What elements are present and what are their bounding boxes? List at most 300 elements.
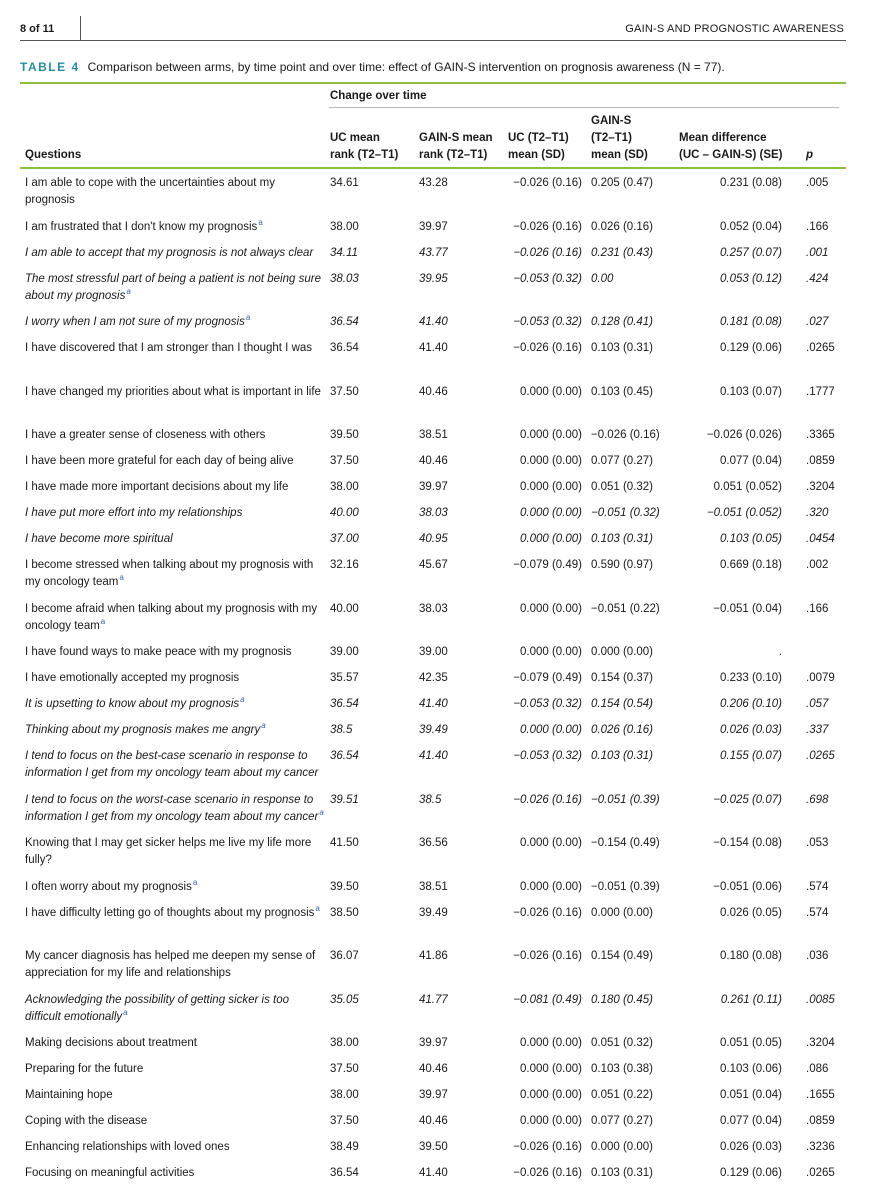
uc-mean-rank-cell: 36.07 <box>330 950 359 962</box>
gain-mean-rank-cell: 40.46 <box>419 455 448 467</box>
table-row <box>0 378 876 422</box>
uc-mean-rank-cell: 37.00 <box>330 533 359 545</box>
gain-mean-sd-cell: 0.000 (0.00) <box>591 646 654 658</box>
question-text: I am able to cope with the uncertainties about my prognosis <box>25 177 275 206</box>
gain-mean-sd-cell: 0.077 (0.27) <box>591 1115 654 1127</box>
uc-mean-rank-cell: 34.11 <box>330 246 358 259</box>
p-value-cell: .3204 <box>806 481 835 493</box>
question-cell <box>25 1165 325 1182</box>
question-cell <box>25 453 325 470</box>
mean-difference-cell: −0.154 (0.08) <box>713 837 782 849</box>
uc-mean-sd-cell: 0.000 (0.00) <box>519 429 582 441</box>
question-cell <box>25 271 325 305</box>
table-row <box>0 595 876 639</box>
mean-difference-cell: 0.129 (0.06) <box>719 342 782 354</box>
uc-mean-rank-cell: 37.50 <box>330 385 359 398</box>
gain-mean-sd-cell: 0.00 <box>591 272 614 285</box>
gain-mean-rank-cell: 41.77 <box>419 993 448 1006</box>
p-value-cell: .0265 <box>806 750 835 762</box>
gain-mean-rank-cell: 40.46 <box>419 385 448 398</box>
header-line: rank (T2–T1) <box>330 149 399 161</box>
gain-mean-rank-cell: 36.56 <box>419 837 448 849</box>
gain-mean-sd-cell: 0.103 (0.31) <box>591 533 654 545</box>
mean-difference-cell: 0.026 (0.03) <box>719 1141 782 1153</box>
uc-mean-rank-cell: 38.03 <box>330 272 359 285</box>
header-p: p <box>806 149 814 161</box>
gain-mean-rank-cell: 38.5 <box>419 793 442 806</box>
gain-mean-rank-cell: 38.51 <box>419 429 448 441</box>
gain-mean-rank-cell: 39.97 <box>419 481 448 493</box>
mean-difference-cell: 0.103 (0.05) <box>719 533 782 545</box>
mean-difference-cell: −0.051 (0.04) <box>713 602 782 615</box>
question-text: I have put more effort into my relationships <box>25 507 243 519</box>
header-separator <box>80 16 81 40</box>
header-line: rank (T2–T1) <box>419 149 488 161</box>
uc-mean-rank-cell: 38.00 <box>330 220 359 233</box>
p-value-cell: .002 <box>806 559 829 571</box>
table-row <box>0 308 876 334</box>
mean-difference-cell: 0.257 (0.07) <box>719 246 782 259</box>
gain-mean-sd-cell: 0.077 (0.27) <box>591 455 654 467</box>
question-text: I have changed my priorities about what is important in life <box>25 385 321 398</box>
gain-mean-rank-cell: 40.46 <box>419 1115 448 1127</box>
uc-mean-rank-cell: 35.57 <box>330 672 359 684</box>
uc-mean-rank-cell: 40.00 <box>330 507 359 519</box>
gain-mean-sd-cell: −0.051 (0.22) <box>591 602 660 615</box>
mean-difference-cell: 0.103 (0.07) <box>719 385 782 398</box>
question-cell <box>25 644 325 661</box>
uc-mean-sd-cell: −0.026 (0.16) <box>513 793 582 806</box>
header-questions: Questions <box>25 149 82 161</box>
group-header-rule <box>329 107 839 108</box>
footnote-marker: a <box>261 721 266 731</box>
uc-mean-sd-cell: 0.000 (0.00) <box>519 880 582 893</box>
gain-mean-sd-cell: 0.000 (0.00) <box>591 906 654 919</box>
question-cell <box>25 1113 325 1130</box>
uc-mean-rank-cell: 38.00 <box>330 1037 359 1049</box>
uc-mean-rank-cell: 38.5 <box>330 724 353 736</box>
table-row <box>0 829 876 873</box>
question-cell <box>25 340 325 357</box>
mean-difference-cell: 0.261 (0.11) <box>720 993 782 1006</box>
question-text: I have made more important decisions about my life <box>25 481 289 493</box>
p-value-cell: .320 <box>806 507 829 519</box>
table-row <box>0 525 876 551</box>
question-text: I tend to focus on the worst-case scenario in response to information I get from my oncology team about my cancer <box>25 793 319 823</box>
gain-mean-sd-cell: 0.154 (0.49) <box>591 950 654 962</box>
gain-mean-sd-cell: 0.051 (0.32) <box>591 481 654 493</box>
gain-mean-sd-cell: −0.051 (0.39) <box>591 880 660 893</box>
question-cell <box>25 314 325 331</box>
question-cell <box>25 175 325 209</box>
table-row <box>0 942 876 986</box>
gain-mean-rank-cell: 40.95 <box>419 533 448 545</box>
question-text: I have difficulty letting go of thoughts about my prognosis <box>25 906 315 919</box>
table-row <box>0 1133 876 1159</box>
table-row <box>0 1081 876 1107</box>
table-label: TABLE 4 <box>20 60 80 74</box>
gain-mean-sd-cell: 0.205 (0.47) <box>591 177 654 189</box>
table-caption <box>20 60 846 74</box>
p-value-cell: .166 <box>806 602 829 615</box>
table-row <box>0 1055 876 1081</box>
uc-mean-rank-cell: 36.54 <box>330 316 359 328</box>
header-line: GAIN-S <box>591 115 632 127</box>
question-text: Making decisions about treatment <box>25 1037 197 1049</box>
question-text: I have found ways to make peace with my prognosis <box>25 646 292 658</box>
header-gain-mean-rank <box>419 130 493 164</box>
question-cell <box>25 557 325 591</box>
mean-difference-cell: 0.052 (0.04) <box>719 220 782 233</box>
header-line: (UC – GAIN-S) (SE) <box>679 149 783 161</box>
gain-mean-rank-cell: 40.46 <box>419 1063 448 1075</box>
p-value-cell: .0265 <box>806 342 835 354</box>
p-value-cell: .0079 <box>806 672 835 684</box>
header-line: GAIN-S mean <box>419 132 493 144</box>
gain-mean-sd-cell: 0.000 (0.00) <box>591 1141 654 1153</box>
footnote-marker: a <box>192 877 198 887</box>
p-value-cell: .574 <box>806 906 829 919</box>
footnote-marker: a <box>315 903 320 913</box>
question-text: I tend to focus on the best-case scenario in response to information I get from my oncology team about my cancer <box>25 750 319 779</box>
uc-mean-sd-cell: −0.079 (0.49) <box>513 559 582 571</box>
mean-difference-cell: 0.026 (0.03) <box>719 724 782 736</box>
gain-mean-rank-cell: 41.40 <box>419 342 448 354</box>
uc-mean-sd-cell: 0.000 (0.00) <box>519 507 582 519</box>
uc-mean-rank-cell: 38.50 <box>330 906 359 919</box>
question-text: I have become more spiritual <box>25 533 173 545</box>
gain-mean-sd-cell: −0.026 (0.16) <box>591 429 660 441</box>
footnote-marker: a <box>240 695 245 705</box>
uc-mean-sd-cell: −0.053 (0.32) <box>513 698 582 710</box>
uc-mean-sd-cell: −0.053 (0.32) <box>513 750 582 762</box>
mean-difference-cell: 0.077 (0.04) <box>719 455 782 467</box>
question-cell <box>25 905 325 922</box>
table-row <box>0 690 876 716</box>
header-mean-difference <box>679 130 783 164</box>
footnote-marker: a <box>126 286 131 296</box>
uc-mean-sd-cell: −0.053 (0.32) <box>513 316 582 328</box>
header-gain-mean-sd <box>591 113 648 164</box>
uc-mean-sd-cell: −0.026 (0.16) <box>513 950 582 962</box>
header-line: Mean difference <box>679 132 767 144</box>
uc-mean-sd-cell: 0.000 (0.00) <box>519 385 582 398</box>
p-value-cell: .0859 <box>806 1115 835 1127</box>
gain-mean-rank-cell: 43.28 <box>419 177 448 189</box>
mean-difference-cell: 0.051 (0.052) <box>713 481 782 493</box>
p-value-cell: .0454 <box>806 533 835 545</box>
p-value-cell: .698 <box>806 793 829 806</box>
mean-difference-cell: 0.233 (0.10) <box>719 672 782 684</box>
p-value-cell: .057 <box>806 698 829 710</box>
uc-mean-sd-cell: −0.026 (0.16) <box>513 1141 582 1153</box>
p-value-cell: .036 <box>806 950 829 962</box>
gain-mean-rank-cell: 43.77 <box>419 246 448 259</box>
uc-mean-sd-cell: 0.000 (0.00) <box>519 724 582 736</box>
page-number: 8 of 11 <box>20 23 55 35</box>
uc-mean-rank-cell: 39.50 <box>330 880 359 893</box>
uc-mean-sd-cell: 0.000 (0.00) <box>519 1115 582 1127</box>
p-value-cell: .337 <box>806 724 829 736</box>
uc-mean-rank-cell: 35.05 <box>330 993 359 1006</box>
gain-mean-rank-cell: 41.40 <box>419 750 448 762</box>
gain-mean-sd-cell: 0.103 (0.31) <box>591 1167 654 1179</box>
question-cell <box>25 479 325 496</box>
table-body <box>0 169 876 1185</box>
question-cell <box>25 427 325 444</box>
header-line: UC mean <box>330 132 380 144</box>
uc-mean-sd-cell: 0.000 (0.00) <box>519 837 582 849</box>
uc-mean-sd-cell: −0.026 (0.16) <box>513 1167 582 1179</box>
question-cell <box>25 531 325 548</box>
table-row <box>0 499 876 525</box>
question-text: I have emotionally accepted my prognosis <box>25 672 240 684</box>
table-row <box>0 334 876 378</box>
footnote-marker: a <box>319 807 324 817</box>
footnote-marker: a <box>119 573 124 583</box>
mean-difference-cell: 0.053 (0.12) <box>719 272 782 285</box>
gain-mean-sd-cell: −0.154 (0.49) <box>591 837 660 849</box>
gain-mean-sd-cell: −0.051 (0.39) <box>591 793 660 806</box>
p-value-cell: .0265 <box>806 1167 835 1179</box>
question-text: I am able to accept that my prognosis is not always clear <box>25 246 314 259</box>
table-row <box>0 421 876 447</box>
gain-mean-sd-cell: 0.026 (0.16) <box>591 220 654 233</box>
p-value-cell: .005 <box>806 177 829 189</box>
footnote-marker: a <box>258 217 263 227</box>
question-cell <box>25 1139 325 1156</box>
table-row <box>0 447 876 473</box>
gain-mean-rank-cell: 39.97 <box>419 1037 448 1049</box>
mean-difference-cell: 0.103 (0.06) <box>719 1063 782 1075</box>
mean-difference-cell: 0.206 (0.10) <box>719 698 782 710</box>
table-row <box>0 873 876 899</box>
p-value-cell: .1655 <box>806 1089 835 1101</box>
p-value-cell: .166 <box>806 220 829 233</box>
table-row <box>0 473 876 499</box>
uc-mean-sd-cell: −0.026 (0.16) <box>513 342 582 354</box>
mean-difference-cell: 0.180 (0.08) <box>719 950 782 962</box>
question-text: My cancer diagnosis has helped me deepen my sense of appreciation for my life and relationships <box>25 950 316 979</box>
question-text: I worry when I am not sure of my prognosis <box>25 316 245 328</box>
p-value-cell: .027 <box>806 316 829 328</box>
gain-mean-sd-cell: 0.051 (0.22) <box>591 1089 654 1101</box>
mean-difference-cell: −0.051 (0.06) <box>713 880 782 893</box>
table-row <box>0 716 876 742</box>
mean-difference-cell: 0.077 (0.04) <box>719 1115 782 1127</box>
uc-mean-rank-cell: 36.54 <box>330 342 359 354</box>
mean-difference-cell: 0.669 (0.18) <box>719 559 782 571</box>
uc-mean-rank-cell: 36.54 <box>330 750 359 762</box>
gain-mean-rank-cell: 39.95 <box>419 272 448 285</box>
gain-mean-sd-cell: 0.103 (0.38) <box>591 1063 654 1075</box>
header-uc-mean-sd <box>508 130 569 164</box>
question-text: I often worry about my prognosis <box>25 880 192 893</box>
question-cell <box>25 992 325 1026</box>
question-cell <box>25 835 325 869</box>
uc-mean-rank-cell: 39.51 <box>330 793 359 806</box>
question-cell <box>25 384 325 401</box>
table-row <box>0 638 876 664</box>
header-line: mean (SD) <box>508 149 565 161</box>
question-text: Acknowledging the possibility of getting sicker is too difficult emotionally <box>25 993 290 1023</box>
p-value-cell: .574 <box>806 880 829 893</box>
header-uc-mean-rank <box>330 130 398 164</box>
question-cell <box>25 879 325 896</box>
question-text: I become afraid when talking about my prognosis with my oncology team <box>25 602 318 632</box>
p-value-cell: .3204 <box>806 1037 835 1049</box>
header-line: (T2–T1) <box>591 132 632 144</box>
question-cell <box>25 1061 325 1078</box>
uc-mean-rank-cell: 36.54 <box>330 1167 359 1179</box>
uc-mean-sd-cell: −0.026 (0.16) <box>513 246 582 259</box>
uc-mean-sd-cell: −0.081 (0.49) <box>513 993 582 1006</box>
question-text: Focusing on meaningful activities <box>25 1167 195 1179</box>
question-text: It is upsetting to know about my prognosis <box>25 698 240 710</box>
mean-difference-cell: −0.026 (0.026) <box>706 429 782 441</box>
question-text: Preparing for the future <box>25 1063 144 1075</box>
uc-mean-sd-cell: 0.000 (0.00) <box>519 1089 582 1101</box>
question-cell <box>25 948 325 982</box>
gain-mean-sd-cell: 0.590 (0.97) <box>591 559 654 571</box>
uc-mean-rank-cell: 39.50 <box>330 429 359 441</box>
table-row <box>0 899 876 943</box>
mean-difference-cell: 0.155 (0.07) <box>719 750 782 762</box>
question-cell <box>25 1087 325 1104</box>
question-cell <box>25 1035 325 1052</box>
question-text: I have discovered that I am stronger than I thought I was <box>25 342 313 354</box>
table-row <box>0 213 876 239</box>
gain-mean-rank-cell: 38.03 <box>419 602 448 615</box>
question-cell <box>25 505 325 522</box>
gain-mean-sd-cell: 0.051 (0.32) <box>591 1037 654 1049</box>
uc-mean-sd-cell: −0.026 (0.16) <box>513 906 582 919</box>
gain-mean-sd-cell: 0.231 (0.43) <box>591 246 654 259</box>
gain-mean-rank-cell: 38.03 <box>419 507 448 519</box>
uc-mean-rank-cell: 37.50 <box>330 1115 359 1127</box>
uc-mean-sd-cell: −0.053 (0.32) <box>513 272 582 285</box>
gain-mean-rank-cell: 39.00 <box>419 646 448 658</box>
gain-mean-rank-cell: 39.50 <box>419 1141 448 1153</box>
question-cell <box>25 748 325 782</box>
uc-mean-sd-cell: 0.000 (0.00) <box>519 1037 582 1049</box>
mean-difference-cell: 0.026 (0.05) <box>719 906 782 919</box>
question-text: Coping with the disease <box>25 1115 148 1127</box>
uc-mean-rank-cell: 38.49 <box>330 1141 359 1153</box>
uc-mean-rank-cell: 37.50 <box>330 1063 359 1075</box>
p-value-cell: .001 <box>806 246 829 259</box>
uc-mean-rank-cell: 34.61 <box>330 177 359 189</box>
question-cell <box>25 245 325 262</box>
header-line: mean (SD) <box>591 149 648 161</box>
gain-mean-sd-cell: 0.128 (0.41) <box>591 316 654 328</box>
uc-mean-sd-cell: −0.026 (0.16) <box>513 177 582 189</box>
p-value-cell: .053 <box>806 837 829 849</box>
uc-mean-sd-cell: −0.079 (0.49) <box>513 672 582 684</box>
question-cell <box>25 219 325 236</box>
question-cell <box>25 722 325 739</box>
gain-mean-rank-cell: 41.40 <box>419 1167 448 1179</box>
question-cell <box>25 601 325 635</box>
uc-mean-sd-cell: 0.000 (0.00) <box>519 646 582 658</box>
question-text: Thinking about my prognosis makes me angry <box>25 724 261 736</box>
p-value-cell: .1777 <box>806 385 835 398</box>
table-row <box>0 239 876 265</box>
gain-mean-rank-cell: 39.97 <box>419 1089 448 1101</box>
gain-mean-sd-cell: 0.103 (0.31) <box>591 342 654 354</box>
gain-mean-rank-cell: 39.97 <box>419 220 448 233</box>
table-row <box>0 1159 876 1185</box>
table-row <box>0 742 876 786</box>
table-row <box>0 786 876 830</box>
table-row <box>0 265 876 309</box>
mean-difference-cell: 0.051 (0.04) <box>719 1089 782 1101</box>
uc-mean-rank-cell: 37.50 <box>330 455 359 467</box>
question-text: I am frustrated that I don't know my prognosis <box>25 220 258 233</box>
p-value-cell: .086 <box>806 1063 829 1075</box>
gain-mean-sd-cell: 0.026 (0.16) <box>591 724 654 736</box>
uc-mean-rank-cell: 39.00 <box>330 646 359 658</box>
mean-difference-cell: −0.025 (0.07) <box>713 793 782 806</box>
uc-mean-sd-cell: 0.000 (0.00) <box>519 533 582 545</box>
uc-mean-rank-cell: 38.00 <box>330 481 359 493</box>
table-row <box>0 1029 876 1055</box>
caption-text: Comparison between arms, by time point and over time: effect of GAIN-S intervention on prognosis awareness (N = 77). <box>87 60 725 74</box>
gain-mean-sd-cell: 0.154 (0.37) <box>591 672 654 684</box>
uc-mean-sd-cell: 0.000 (0.00) <box>519 1063 582 1075</box>
p-value-cell: .0859 <box>806 455 835 467</box>
gain-mean-rank-cell: 39.49 <box>419 906 448 919</box>
question-cell <box>25 696 325 713</box>
table-row <box>0 664 876 690</box>
table-row <box>0 1107 876 1133</box>
p-value-cell: .0085 <box>806 993 835 1006</box>
gain-mean-rank-cell: 45.67 <box>419 559 448 571</box>
question-text: Knowing that I may get sicker helps me live my life more fully? <box>25 837 312 866</box>
question-text: I become stressed when talking about my prognosis with my oncology team <box>25 559 314 588</box>
gain-mean-rank-cell: 41.40 <box>419 316 448 328</box>
uc-mean-rank-cell: 41.50 <box>330 837 359 849</box>
mean-difference-cell: −0.051 (0.052) <box>706 507 782 519</box>
gain-mean-sd-cell: −0.051 (0.32) <box>591 507 660 519</box>
mean-difference-cell: 0.129 (0.06) <box>719 1167 782 1179</box>
gain-mean-sd-cell: 0.154 (0.54) <box>591 698 654 710</box>
question-text: I have been more grateful for each day of being alive <box>25 455 294 467</box>
p-value-cell: .3365 <box>806 429 835 441</box>
question-cell <box>25 670 325 687</box>
header-line: UC (T2–T1) <box>508 132 569 144</box>
p-value-cell: .424 <box>806 272 829 285</box>
uc-mean-rank-cell: 36.54 <box>330 698 359 710</box>
gain-mean-rank-cell: 38.51 <box>419 880 448 893</box>
uc-mean-sd-cell: −0.026 (0.16) <box>513 220 582 233</box>
uc-mean-sd-cell: 0.000 (0.00) <box>519 481 582 493</box>
question-text: Enhancing relationships with loved ones <box>25 1141 230 1153</box>
mean-difference-cell: 0.231 (0.08) <box>719 177 782 189</box>
question-text: The most stressful part of being a patient is not being sure about my prognosis <box>25 272 321 302</box>
mean-difference-cell: . <box>778 646 782 658</box>
footnote-marker: a <box>100 616 106 626</box>
gain-mean-rank-cell: 42.35 <box>419 672 448 684</box>
group-header: Change over time <box>330 90 427 102</box>
p-value-cell: .3236 <box>806 1141 835 1153</box>
table-row <box>0 169 876 213</box>
footnote-marker: a <box>245 313 251 323</box>
gain-mean-rank-cell: 41.40 <box>419 698 448 710</box>
caption-rule <box>20 82 846 84</box>
gain-mean-sd-cell: 0.180 (0.45) <box>591 993 654 1006</box>
mean-difference-cell: 0.181 (0.08) <box>719 316 782 328</box>
